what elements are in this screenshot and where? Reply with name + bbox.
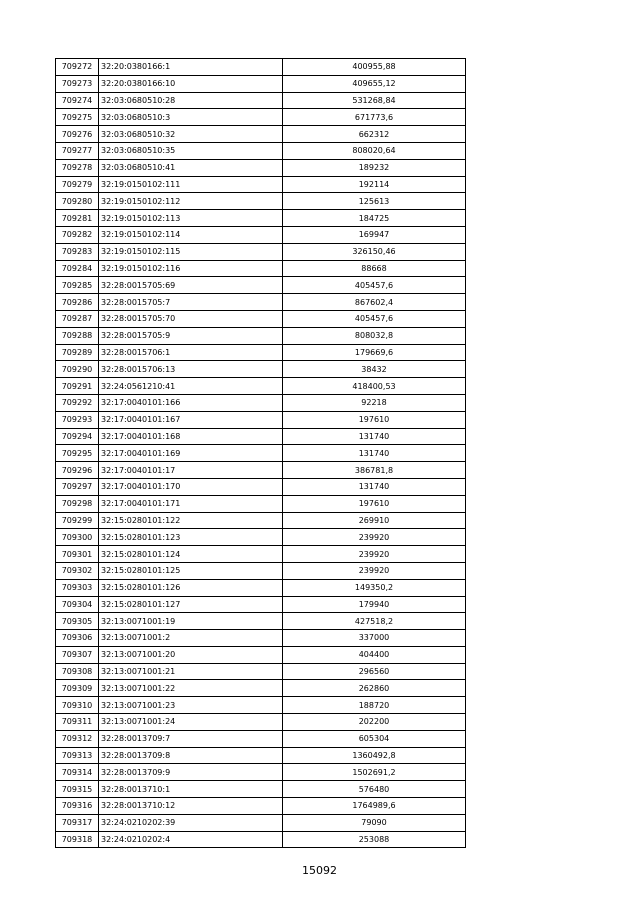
value-cell: 1764989,6: [283, 798, 466, 815]
cadastral-number-cell: 32:24:0210202:4: [99, 831, 283, 848]
row-id-cell: 709272: [56, 59, 99, 76]
cadastral-number-cell: 32:03:0680510:32: [99, 126, 283, 143]
table-row: [56, 142, 466, 159]
row-id-cell: 709318: [56, 831, 99, 848]
table-row: [56, 210, 466, 227]
table-row: [56, 226, 466, 243]
cadastral-number-cell: 32:13:0071001:23: [99, 697, 283, 714]
row-id-cell: 709310: [56, 697, 99, 714]
table-row: [56, 277, 466, 294]
row-id-cell: 709284: [56, 260, 99, 277]
cadastral-number-cell: 32:19:0150102:115: [99, 243, 283, 260]
value-cell: 88668: [283, 260, 466, 277]
value-cell: 239920: [283, 562, 466, 579]
value-cell: 79090: [283, 814, 466, 831]
row-id-cell: 709296: [56, 462, 99, 479]
value-cell: 808020,64: [283, 142, 466, 159]
value-cell: 808032,8: [283, 327, 466, 344]
row-id-cell: 709290: [56, 361, 99, 378]
value-cell: 131740: [283, 478, 466, 495]
table-row: [56, 327, 466, 344]
table-row: [56, 378, 466, 395]
row-id-cell: 709315: [56, 781, 99, 798]
cadastral-number-cell: 32:13:0071001:22: [99, 680, 283, 697]
row-id-cell: 709312: [56, 730, 99, 747]
row-id-cell: 709278: [56, 159, 99, 176]
cadastral-number-cell: 32:28:0015705:7: [99, 294, 283, 311]
cadastral-number-cell: 32:28:0015705:9: [99, 327, 283, 344]
cadastral-number-cell: 32:28:0013710:1: [99, 781, 283, 798]
table-row: [56, 579, 466, 596]
table-row: [56, 680, 466, 697]
row-id-cell: 709291: [56, 378, 99, 395]
table-row: [56, 159, 466, 176]
row-id-cell: 709294: [56, 428, 99, 445]
table-row: [56, 613, 466, 630]
table-row: [56, 697, 466, 714]
table-row: [56, 445, 466, 462]
table-row: [56, 798, 466, 815]
row-id-cell: 709316: [56, 798, 99, 815]
table-row: [56, 781, 466, 798]
cadastral-number-cell: 32:28:0013709:8: [99, 747, 283, 764]
value-cell: 867602,4: [283, 294, 466, 311]
row-id-cell: 709280: [56, 193, 99, 210]
row-id-cell: 709302: [56, 562, 99, 579]
row-id-cell: 709277: [56, 142, 99, 159]
row-id-cell: 709275: [56, 109, 99, 126]
value-cell: 418400,53: [283, 378, 466, 395]
row-id-cell: 709279: [56, 176, 99, 193]
cadastral-number-cell: 32:15:0280101:122: [99, 512, 283, 529]
table-row: [56, 193, 466, 210]
table-row: [56, 462, 466, 479]
value-cell: 427518,2: [283, 613, 466, 630]
cadastral-number-cell: 32:03:0680510:41: [99, 159, 283, 176]
table-row: [56, 428, 466, 445]
cadastral-number-cell: 32:19:0150102:116: [99, 260, 283, 277]
table-row: [56, 831, 466, 848]
value-cell: 605304: [283, 730, 466, 747]
row-id-cell: 709313: [56, 747, 99, 764]
row-id-cell: 709300: [56, 529, 99, 546]
value-cell: 1502691,2: [283, 764, 466, 781]
cadastral-number-cell: 32:17:0040101:17: [99, 462, 283, 479]
value-cell: 576480: [283, 781, 466, 798]
value-cell: 671773,6: [283, 109, 466, 126]
cadastral-number-cell: 32:15:0280101:125: [99, 562, 283, 579]
cadastral-number-cell: 32:28:0015706:13: [99, 361, 283, 378]
value-cell: 405457,6: [283, 310, 466, 327]
table-row: [56, 294, 466, 311]
table-row: [56, 478, 466, 495]
row-id-cell: 709289: [56, 344, 99, 361]
table-row: [56, 495, 466, 512]
cadastral-number-cell: 32:19:0150102:112: [99, 193, 283, 210]
row-id-cell: 709305: [56, 613, 99, 630]
value-cell: 184725: [283, 210, 466, 227]
row-id-cell: 709311: [56, 714, 99, 731]
value-cell: 131740: [283, 428, 466, 445]
table-row: [56, 176, 466, 193]
table-row: [56, 512, 466, 529]
cadastral-number-cell: 32:03:0680510:35: [99, 142, 283, 159]
value-cell: 239920: [283, 546, 466, 563]
data-table: [55, 58, 466, 848]
value-cell: 386781,8: [283, 462, 466, 479]
cadastral-number-cell: 32:20:0380166:10: [99, 75, 283, 92]
cadastral-number-cell: 32:17:0040101:169: [99, 445, 283, 462]
cadastral-number-cell: 32:17:0040101:168: [99, 428, 283, 445]
page-number: 15092: [302, 864, 337, 877]
cadastral-number-cell: 32:28:0015705:70: [99, 310, 283, 327]
cadastral-number-cell: 32:28:0015705:69: [99, 277, 283, 294]
value-cell: 262860: [283, 680, 466, 697]
cadastral-number-cell: 32:28:0013709:7: [99, 730, 283, 747]
row-id-cell: 709307: [56, 646, 99, 663]
cadastral-number-cell: 32:13:0071001:19: [99, 613, 283, 630]
value-cell: 197610: [283, 411, 466, 428]
cadastral-number-cell: 32:24:0561210:41: [99, 378, 283, 395]
cadastral-number-cell: 32:28:0015706:1: [99, 344, 283, 361]
row-id-cell: 709276: [56, 126, 99, 143]
value-cell: 38432: [283, 361, 466, 378]
value-cell: 125613: [283, 193, 466, 210]
table-row: [56, 109, 466, 126]
table-body: [56, 59, 466, 848]
table-row: [56, 344, 466, 361]
table-row: [56, 562, 466, 579]
value-cell: 337000: [283, 630, 466, 647]
cadastral-number-cell: 32:13:0071001:24: [99, 714, 283, 731]
cadastral-number-cell: 32:17:0040101:166: [99, 394, 283, 411]
row-id-cell: 709282: [56, 226, 99, 243]
value-cell: 179940: [283, 596, 466, 613]
cadastral-number-cell: 32:19:0150102:113: [99, 210, 283, 227]
row-id-cell: 709297: [56, 478, 99, 495]
table-row: [56, 75, 466, 92]
cadastral-number-cell: 32:03:0680510:28: [99, 92, 283, 109]
row-id-cell: 709295: [56, 445, 99, 462]
row-id-cell: 709286: [56, 294, 99, 311]
value-cell: 400955,88: [283, 59, 466, 76]
cadastral-number-cell: 32:17:0040101:171: [99, 495, 283, 512]
table-row: [56, 310, 466, 327]
value-cell: 531268,84: [283, 92, 466, 109]
cadastral-number-cell: 32:15:0280101:126: [99, 579, 283, 596]
value-cell: 1360492,8: [283, 747, 466, 764]
table-row: [56, 764, 466, 781]
value-cell: 202200: [283, 714, 466, 731]
value-cell: 269910: [283, 512, 466, 529]
cadastral-number-cell: 32:17:0040101:167: [99, 411, 283, 428]
value-cell: 409655,12: [283, 75, 466, 92]
row-id-cell: 709298: [56, 495, 99, 512]
table-row: [56, 596, 466, 613]
value-cell: 92218: [283, 394, 466, 411]
cadastral-number-cell: 32:15:0280101:124: [99, 546, 283, 563]
cadastral-number-cell: 32:19:0150102:111: [99, 176, 283, 193]
row-id-cell: 709301: [56, 546, 99, 563]
row-id-cell: 709292: [56, 394, 99, 411]
table-row: [56, 59, 466, 76]
table-row: [56, 411, 466, 428]
table-row: [56, 243, 466, 260]
row-id-cell: 709309: [56, 680, 99, 697]
value-cell: 188720: [283, 697, 466, 714]
row-id-cell: 709274: [56, 92, 99, 109]
table-row: [56, 361, 466, 378]
table-row: [56, 260, 466, 277]
table-row: [56, 814, 466, 831]
value-cell: 189232: [283, 159, 466, 176]
cadastral-number-cell: 32:28:0013709:9: [99, 764, 283, 781]
table-row: [56, 529, 466, 546]
table-row: [56, 646, 466, 663]
row-id-cell: 709299: [56, 512, 99, 529]
cadastral-number-cell: 32:15:0280101:127: [99, 596, 283, 613]
cadastral-number-cell: 32:15:0280101:123: [99, 529, 283, 546]
table-row: [56, 546, 466, 563]
value-cell: 253088: [283, 831, 466, 848]
value-cell: 296560: [283, 663, 466, 680]
row-id-cell: 709308: [56, 663, 99, 680]
row-id-cell: 709283: [56, 243, 99, 260]
row-id-cell: 709306: [56, 630, 99, 647]
cadastral-number-cell: 32:17:0040101:170: [99, 478, 283, 495]
cadastral-number-cell: 32:24:0210202:39: [99, 814, 283, 831]
value-cell: 197610: [283, 495, 466, 512]
row-id-cell: 709317: [56, 814, 99, 831]
cadastral-number-cell: 32:03:0680510:3: [99, 109, 283, 126]
table-row: [56, 92, 466, 109]
value-cell: 326150,46: [283, 243, 466, 260]
value-cell: 179669,6: [283, 344, 466, 361]
table-row: [56, 394, 466, 411]
value-cell: 405457,6: [283, 277, 466, 294]
table-row: [56, 730, 466, 747]
table-row: [56, 663, 466, 680]
cadastral-number-cell: 32:13:0071001:2: [99, 630, 283, 647]
row-id-cell: 709287: [56, 310, 99, 327]
value-cell: 169947: [283, 226, 466, 243]
value-cell: 662312: [283, 126, 466, 143]
value-cell: 149350,2: [283, 579, 466, 596]
row-id-cell: 709288: [56, 327, 99, 344]
row-id-cell: 709281: [56, 210, 99, 227]
row-id-cell: 709303: [56, 579, 99, 596]
row-id-cell: 709314: [56, 764, 99, 781]
cadastral-number-cell: 32:13:0071001:21: [99, 663, 283, 680]
cadastral-number-cell: 32:13:0071001:20: [99, 646, 283, 663]
row-id-cell: 709293: [56, 411, 99, 428]
value-cell: 239920: [283, 529, 466, 546]
cadastral-number-cell: 32:28:0013710:12: [99, 798, 283, 815]
row-id-cell: 709285: [56, 277, 99, 294]
row-id-cell: 709304: [56, 596, 99, 613]
value-cell: 192114: [283, 176, 466, 193]
cadastral-number-cell: 32:20:0380166:1: [99, 59, 283, 76]
row-id-cell: 709273: [56, 75, 99, 92]
value-cell: 404400: [283, 646, 466, 663]
table-row: [56, 714, 466, 731]
table-row: [56, 630, 466, 647]
cadastral-number-cell: 32:19:0150102:114: [99, 226, 283, 243]
table-row: [56, 747, 466, 764]
value-cell: 131740: [283, 445, 466, 462]
table-row: [56, 126, 466, 143]
